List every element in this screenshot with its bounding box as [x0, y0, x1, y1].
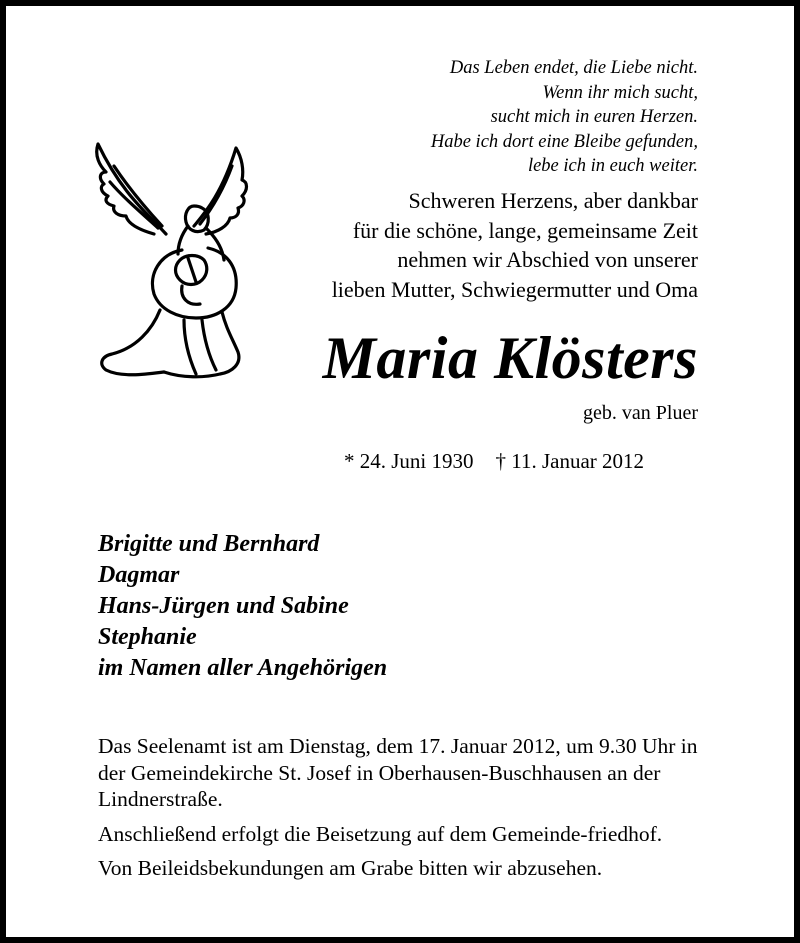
notice-paragraph: Anschließend erfolgt die Beisetzung auf dem Gemeinde-friedhof. — [98, 821, 663, 846]
poem — [431, 56, 698, 179]
family-line: Stephanie — [98, 624, 197, 650]
poem-line: sucht mich in euren Herzen. — [490, 107, 698, 127]
deceased-name: Maria Klösters — [322, 325, 698, 391]
life-dates — [344, 447, 644, 475]
family-line: Brigitte und Bernhard — [98, 531, 320, 557]
family-line: Hans-Jürgen und Sabine — [98, 593, 349, 619]
birth-date: * 24. Juni 1930 — [344, 449, 474, 473]
maiden-name: geb. van Pluer — [583, 402, 698, 424]
notice-paragraph: Von Beileidsbekundungen am Grabe bitten wir abzusehen. — [98, 856, 603, 880]
intro-line: Schweren Herzens, aber dankbar — [408, 188, 698, 213]
poem-line: Das Leben endet, die Liebe nicht. — [449, 58, 698, 78]
poem-line: Habe ich dort eine Bleibe gefunden, — [430, 131, 698, 152]
poem-line: lebe ich in euch weiter. — [527, 156, 698, 176]
intro-text — [332, 186, 698, 304]
praying-angel-icon — [92, 142, 250, 380]
family-line: Dagmar — [98, 562, 180, 588]
intro-line: für die schöne, lange, gemeinsame Zeit — [352, 217, 698, 243]
notice-paragraph: Das Seelenamt ist am Dienstag, dem 17. Januar 2012, um 9.30 Uhr in der Gemeindekirche St. Josef in Oberhausen-Buschhausen an der Lindnerstraße. — [98, 734, 698, 811]
death-date: † 11. Januar 2012 — [495, 449, 645, 473]
family-list — [98, 529, 387, 684]
poem-line: Wenn ihr mich sucht, — [542, 82, 698, 103]
intro-line: nehmen wir Abschied von unserer — [397, 247, 698, 272]
family-line: im Namen aller Angehörigen — [98, 655, 388, 681]
funeral-notice — [98, 733, 710, 890]
intro-line: lieben Mutter, Schwiegermutter und Oma — [331, 276, 698, 302]
